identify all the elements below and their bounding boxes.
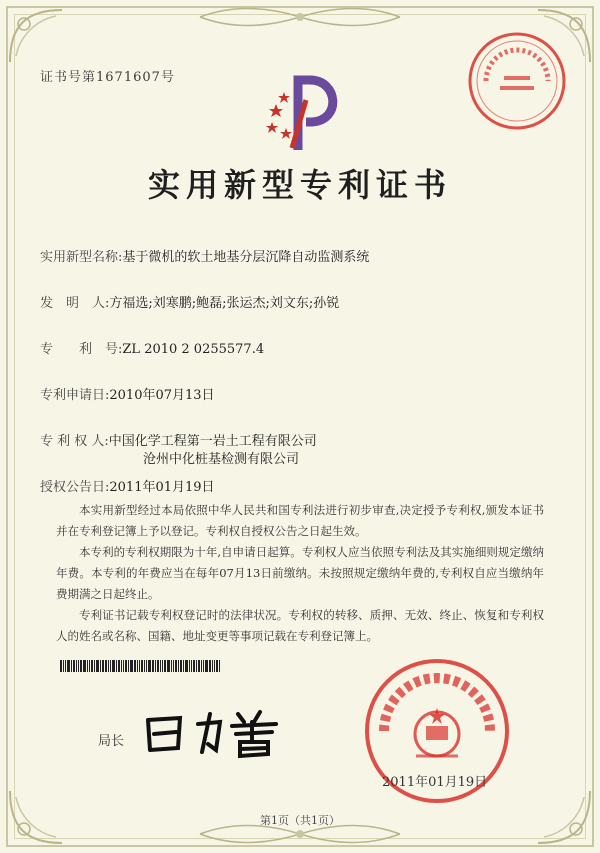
patentee-value-1: 中国化学工程第一岩土工程有限公司	[108, 434, 317, 449]
patent-number-row	[40, 338, 264, 357]
seal-date: 2011年01月19日	[382, 775, 488, 790]
barcode-bar	[164, 660, 166, 672]
barcode	[60, 660, 280, 672]
barcode-bar	[173, 660, 174, 672]
barcode-bar	[130, 660, 133, 672]
patent-number-value: ZL 2010 2 0255577.4	[122, 342, 265, 357]
utility-model-name-label: 实用新型名称:	[40, 250, 123, 265]
barcode-bar	[144, 660, 145, 672]
barcode-bar	[100, 660, 101, 672]
barcode-bar	[212, 660, 213, 672]
barcode-bar	[183, 660, 184, 672]
barcode-bar	[171, 660, 172, 672]
barcode-bar	[219, 660, 220, 672]
barcode-bar	[105, 660, 107, 672]
filing-date-label: 专利申请日:	[40, 388, 110, 403]
barcode-bar	[137, 660, 138, 672]
patentee-label: 专 利 权 人:	[40, 434, 109, 449]
barcode-bar	[152, 660, 154, 672]
barcode-bar	[134, 660, 136, 672]
barcode-bar	[71, 660, 72, 672]
barcode-bar	[128, 660, 129, 672]
filing-date-row	[40, 384, 215, 403]
corner-ornament-top-left	[6, 6, 66, 66]
barcode-bar	[214, 660, 215, 672]
barcode-bar	[123, 660, 124, 672]
barcode-bar	[83, 660, 86, 672]
certificate-body	[56, 500, 544, 647]
director-label: 局长	[98, 734, 125, 749]
barcode-bar	[175, 660, 177, 672]
patent-number-label: 专 利 号:	[40, 342, 123, 357]
barcode-bar	[146, 660, 147, 672]
patent-office-logo	[262, 70, 352, 160]
barcode-bar	[110, 660, 111, 672]
barcode-bar	[94, 660, 95, 672]
barcode-bar	[67, 660, 70, 672]
barcode-bar	[189, 660, 190, 672]
barcode-bar	[125, 660, 127, 672]
barcode-bar	[178, 660, 179, 672]
barcode-bar	[196, 660, 197, 672]
stamp-duty-seal	[466, 30, 568, 132]
utility-model-name-row	[40, 246, 369, 265]
barcode-bar	[102, 660, 104, 672]
barcode-bar	[205, 660, 208, 672]
grant-date-value: 2011年01月19日	[109, 480, 215, 495]
barcode-bar	[216, 660, 218, 672]
barcode-bar	[121, 660, 122, 672]
barcode-bar	[108, 660, 109, 672]
barcode-bar	[203, 660, 204, 672]
barcode-bar	[118, 660, 120, 672]
body-paragraph-3: 专利证书记载专利权登记时的法律状况。专利权的转移、质押、无效、终止、恢复和专利权人的姓名或名称、国籍、地址变更等事项记载在专利登记簿上。	[56, 608, 544, 643]
grant-date-row	[40, 476, 215, 495]
barcode-bar	[185, 660, 188, 672]
barcode-bar	[73, 660, 75, 672]
barcode-bar	[60, 660, 62, 672]
body-paragraph-2: 本专利的专利权期限为十年,自申请日起算。专利权人应当依照专利法及其实施细则规定缴纳年费。本专利的年费应当在每年07月13日前缴纳。未按照规定缴纳年费的,专利权自应当缴纳年费期满之日起终止。	[56, 545, 544, 601]
body-paragraph-1: 本实用新型经过本局依照中华人民共和国专利法进行初步审查,决定授予专利权,颁发本证书并在专利登记簿上予以登记。专利权自授权公告之日起生效。	[56, 503, 544, 538]
inventor-row	[40, 292, 339, 311]
barcode-bar	[193, 660, 195, 672]
filing-date-value: 2010年07月13日	[109, 388, 215, 403]
certificate-title: 实用新型专利证书	[147, 166, 452, 204]
barcode-bar	[180, 660, 182, 672]
utility-model-name-value: 基于微机的软土地基分层沉降自动监测系统	[122, 250, 370, 265]
barcode-bar	[87, 660, 88, 672]
patentee-row-2	[143, 448, 299, 467]
barcode-bar	[96, 660, 99, 672]
inventor-value: 方福选;刘寒鹏;鲍磊;张运杰;刘文东;孙锐	[109, 296, 340, 311]
grant-date-label: 授权公告日:	[40, 480, 110, 495]
patentee-value-2: 沧州中化桩基检测有限公司	[143, 452, 300, 467]
barcode-bar	[139, 660, 140, 672]
barcode-bar	[63, 660, 64, 672]
barcode-bar	[160, 660, 161, 672]
barcode-bar	[80, 660, 82, 672]
barcode-bar	[209, 660, 211, 672]
barcode-bar	[201, 660, 202, 672]
patentee-row	[40, 430, 317, 449]
page-number: 第1页（共1页）	[260, 814, 340, 827]
barcode-bar	[167, 660, 170, 672]
barcode-bar	[198, 660, 200, 672]
barcode-bar	[78, 660, 79, 672]
top-ornament	[190, 4, 410, 30]
barcode-bar	[116, 660, 117, 672]
barcode-bar	[65, 660, 66, 672]
inventor-label: 发 明 人:	[40, 296, 110, 311]
barcode-bar	[155, 660, 156, 672]
barcode-bar	[157, 660, 159, 672]
barcode-bar	[76, 660, 77, 672]
certificate-number: 证书号第1671607号	[40, 70, 175, 85]
barcode-bar	[191, 660, 192, 672]
barcode-bar	[162, 660, 163, 672]
barcode-bar	[148, 660, 151, 672]
barcode-bar	[112, 660, 115, 672]
director-signature	[140, 700, 290, 760]
barcode-bar	[89, 660, 90, 672]
barcode-bar	[141, 660, 143, 672]
barcode-bar	[91, 660, 93, 672]
